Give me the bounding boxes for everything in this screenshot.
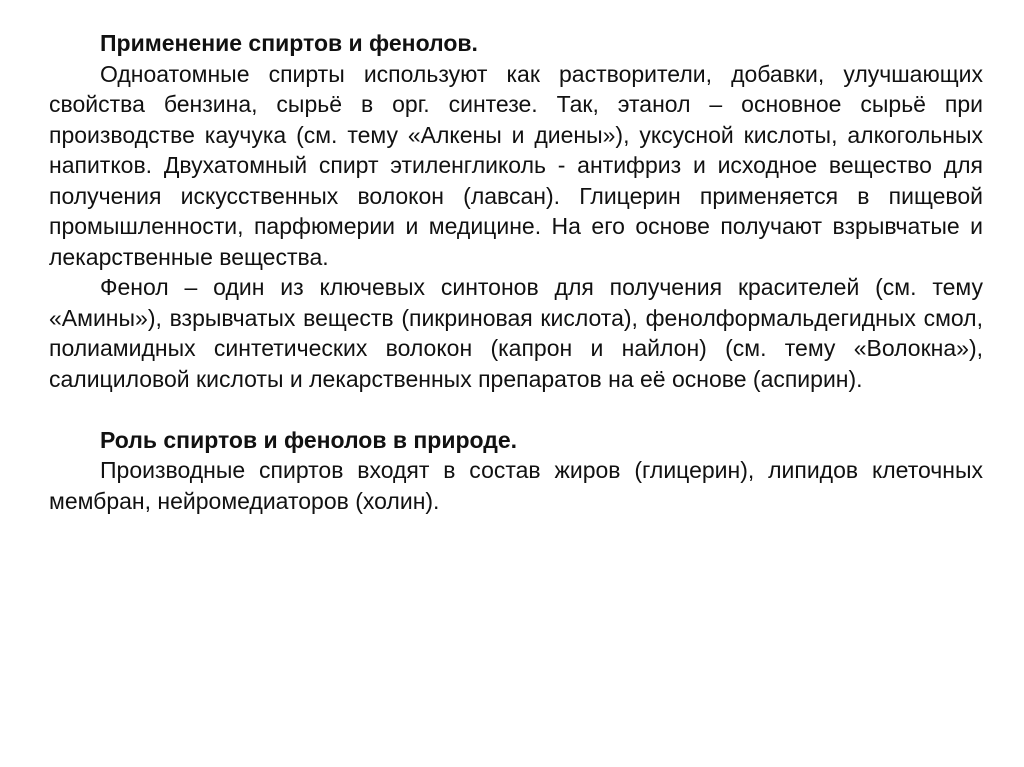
paragraph-alcohol-derivatives: Производные спиртов входят в состав жиров (глицерин), липидов клеточных мембран, нейромедиаторов (холин). (49, 457, 983, 514)
paragraph-phenol: Фенол – один из ключевых синтонов для получения красителей (см. тему «Амины»), взрывчатых веществ (пикриновая кислота), фенолформальдегидных смол, полиамидных синтетических волокон (капрон и найлон) (см. тему «Волокна»), салициловой кислоты и лекарственных препаратов на её основе (аспирин). (49, 274, 983, 392)
document-page (49, 28, 983, 516)
section-divider (49, 394, 983, 425)
section-heading-applications: Применение спиртов и фенолов. (100, 30, 478, 56)
paragraph-monohydric-alcohols: Одноатомные спирты используют как растворители, добавки, улучшающих свойства бензина, сырьё в орг. синтезе. Так, этанол – основное сырьё при производстве каучука (см. тему «Алкены и диены»), уксусной кислоты, алкогольных напитков. Двухатомный спирт этиленгликоль - антифриз и исходное вещество для получения искусственных волокон (лавсан). Глицерин применяется в пищевой промышленности, парфюмерии и медицине. На его основе получают взрывчатые и лекарственные вещества. (49, 60, 983, 270)
section-heading-nature-role: Роль спиртов и фенолов в природе. (100, 426, 518, 453)
